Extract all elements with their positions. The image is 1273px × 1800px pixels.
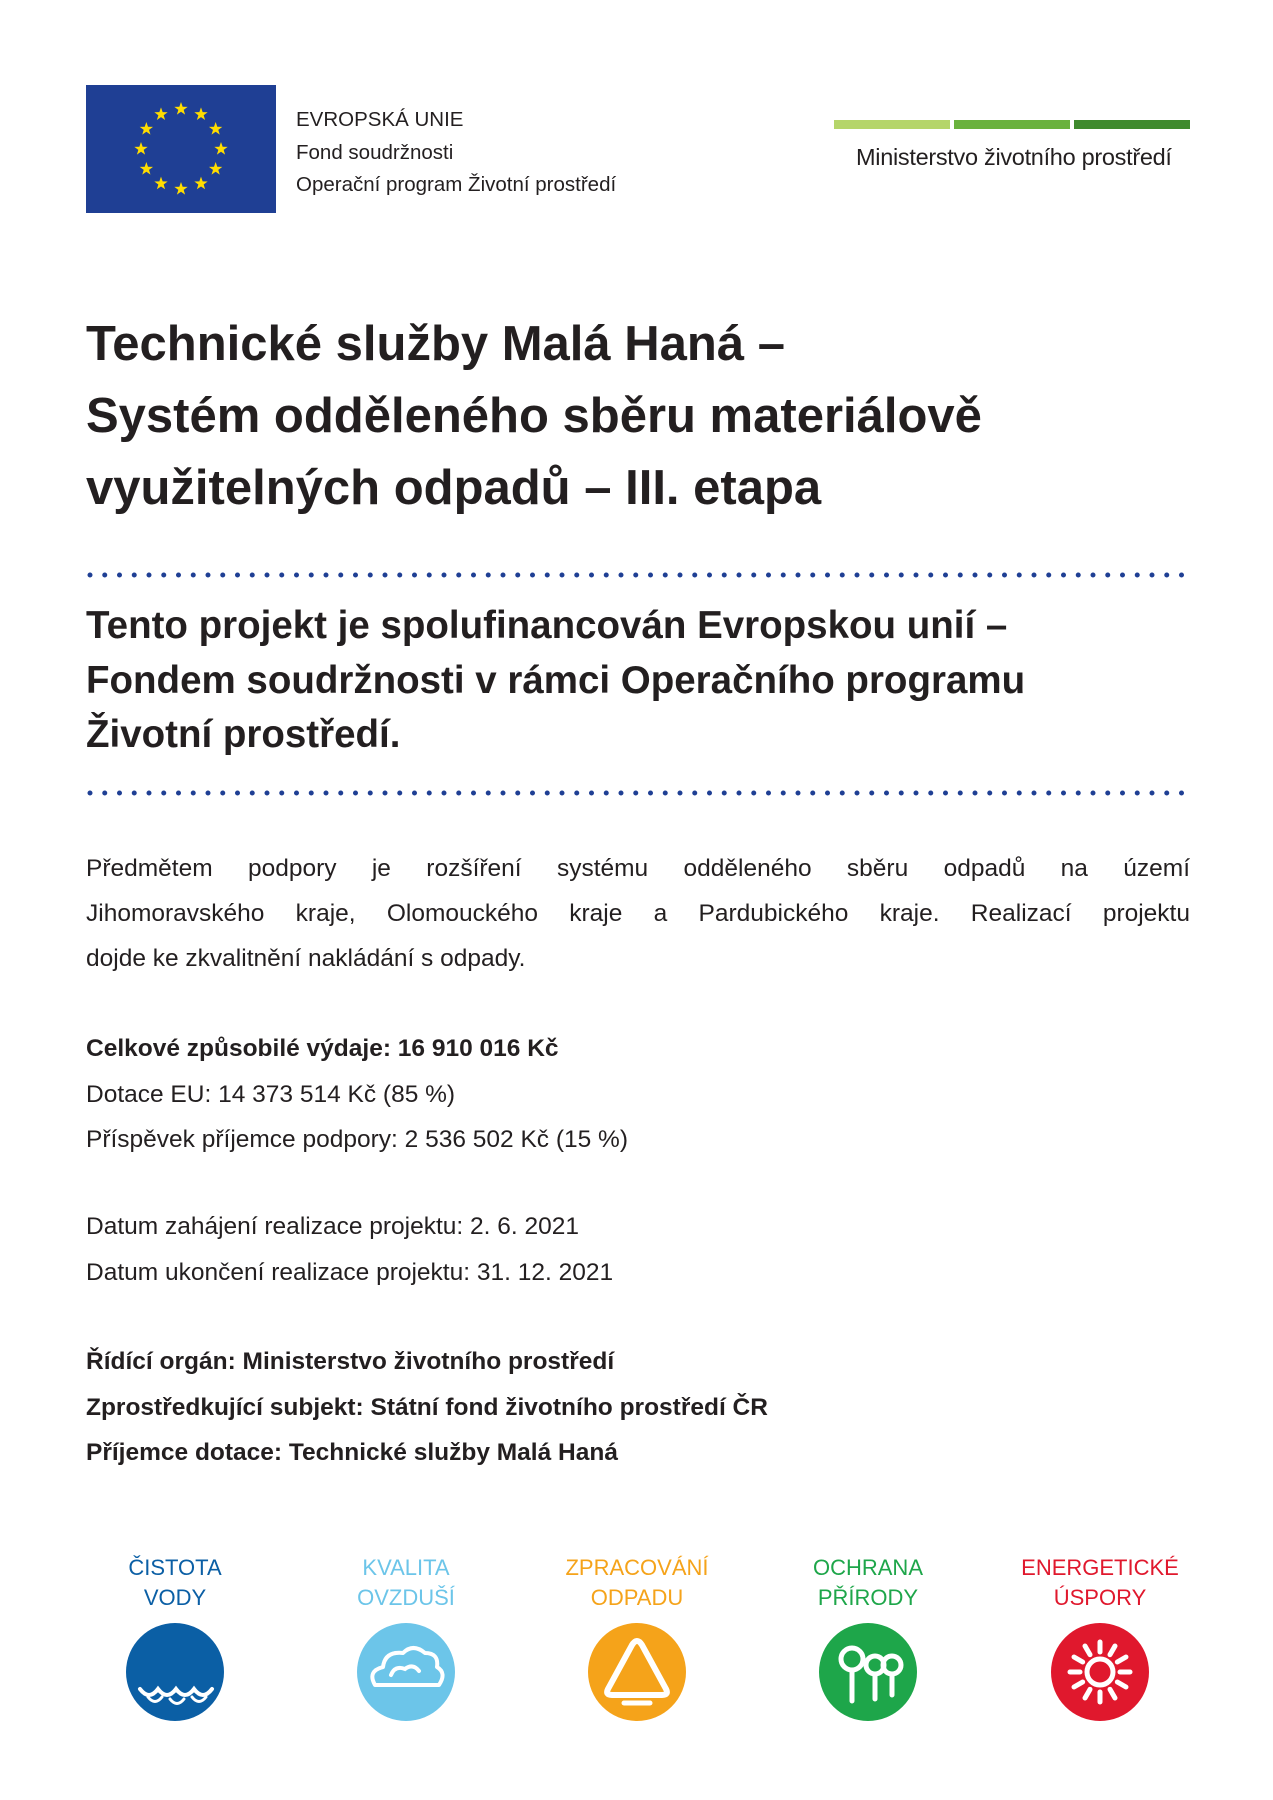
dates-block (86, 1204, 1190, 1295)
water-icon (126, 1623, 224, 1721)
responsible-bodies (86, 1339, 1190, 1476)
eu-line: Fond soudržnosti (296, 140, 454, 164)
eu-star-icon (214, 142, 227, 155)
project-description (86, 846, 1190, 981)
icon-label-line: ENERGETICKÉ (1021, 1555, 1179, 1580)
end-date: Datum ukončení realizace projektu: 31. 12. 2021 (86, 1258, 614, 1286)
title-line: využitelných odpadů – III. etapa (86, 461, 822, 515)
logo-bar-light (834, 120, 950, 129)
eu-star-icon (174, 182, 187, 195)
logo-bar-mid (954, 120, 1070, 129)
icon-label-line: PŘÍRODY (817, 1585, 919, 1610)
nature-protection-label (763, 1553, 973, 1613)
eu-star-icon (140, 162, 153, 175)
subtitle-line: Životní prostředí. (86, 713, 401, 756)
sun-icon (1051, 1623, 1149, 1721)
waste-processing-label (532, 1553, 742, 1613)
eu-flag-logo (86, 85, 276, 213)
start-date: Datum zahájení realizace projektu: 2. 6. 2021 (86, 1213, 580, 1240)
description-line: dojde ke zkvalitnění nakládání s odpady. (86, 945, 526, 972)
description-line: Předmětem podpory je rozšíření systému odděleného sběru odpadů na území (86, 855, 1190, 882)
eu-star-icon (174, 102, 187, 115)
eu-program-text (296, 104, 616, 202)
eu-star-icon (209, 122, 222, 135)
description-line: Jihomoravského kraje, Olomouckého kraje a Pardubického kraje. Realizací projektu (86, 900, 1190, 927)
managing-authority: Řídící orgán: Ministerstvo životního prostředí (86, 1348, 615, 1375)
ministry-name: Ministerstvo životního prostředí (856, 144, 1172, 170)
icon-label-line: OCHRANA (812, 1555, 923, 1580)
eu-star-icon (194, 107, 207, 120)
logo-bar-dark (1074, 120, 1190, 129)
eu-star-icon (140, 122, 153, 135)
eu-line: Operační program Životní prostředí (296, 173, 617, 196)
grant-recipient: Příjemce dotace: Technické služby Malá Haná (86, 1439, 618, 1466)
project-title (86, 308, 1196, 524)
finance-block (86, 1026, 1190, 1163)
dotted-divider (86, 789, 1190, 797)
intermediate-body: Zprostředkující subjekt: Státní fond životního prostředí ČR (86, 1393, 768, 1421)
eu-star-icon (154, 107, 167, 120)
trees-icon (819, 1623, 917, 1721)
ministry-logo-bars (834, 120, 1190, 129)
icon-label-line: OVZDUŠÍ (357, 1585, 455, 1610)
energy-savings-label (995, 1553, 1205, 1613)
title-line: Systém odděleného sběru materiálově (86, 389, 982, 443)
eu-star-icon (154, 177, 167, 190)
icon-label-line: ČISTOTA (128, 1555, 222, 1580)
recipient-contribution: Příspěvek příjemce podpory: 2 536 502 Kč (15 %) (86, 1126, 629, 1153)
dotted-divider (86, 571, 1190, 579)
cofinancing-statement (86, 599, 1196, 763)
icon-label-line: VODY (143, 1585, 207, 1610)
icon-label-line: ÚSPORY (1053, 1585, 1147, 1610)
eu-star-icon (194, 177, 207, 190)
subtitle-line: Fondem soudržnosti v rámci Operačního programu (86, 658, 1026, 702)
water-quality-label (70, 1553, 280, 1613)
subtitle-line: Tento projekt je spolufinancován Evropskou unií – (86, 604, 1008, 647)
recycle-triangle-icon (588, 1623, 686, 1721)
title-line: Technické služby Malá Haná – (86, 317, 785, 371)
eu-subsidy: Dotace EU: 14 373 514 Kč (85 %) (86, 1080, 456, 1108)
eu-star-icon (134, 142, 147, 155)
icon-label-line: KVALITA (362, 1555, 450, 1580)
total-eligible-costs: Celkové způsobilé výdaje: 16 910 016 Kč (86, 1035, 559, 1062)
icon-label-line: ODPADU (590, 1585, 684, 1610)
eu-star-icon (209, 162, 222, 175)
icon-label-line: ZPRACOVÁNÍ (565, 1555, 709, 1580)
eu-line: EVROPSKÁ UNIE (296, 108, 464, 131)
air-quality-label (301, 1553, 511, 1613)
cloud-icon (357, 1623, 455, 1721)
eu-stars-icon (86, 85, 276, 213)
